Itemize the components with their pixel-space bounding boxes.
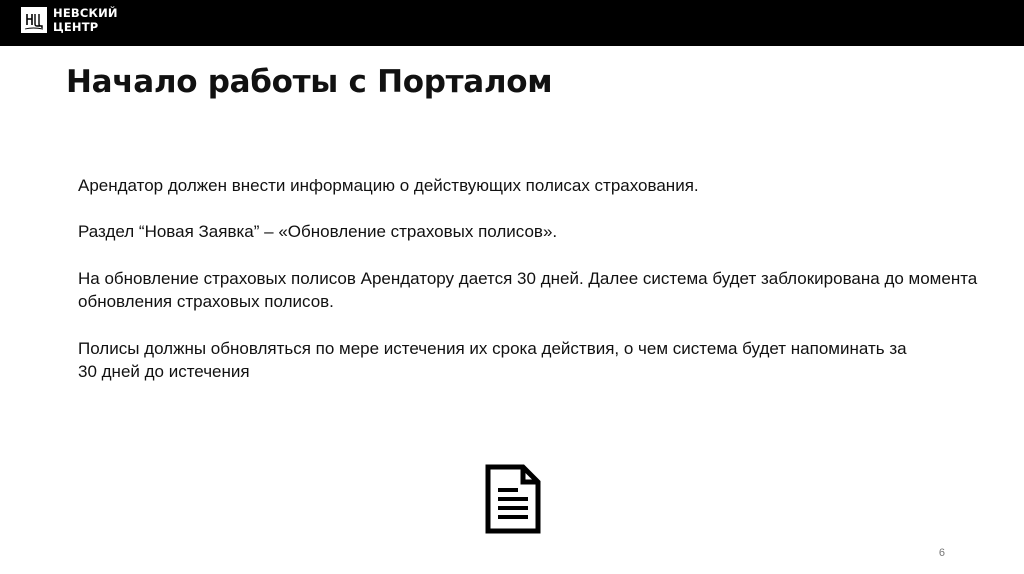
header-bar	[0, 0, 1024, 46]
logo-line-2: ЦЕНТР	[53, 20, 99, 34]
paragraph-4: Полисы должны обновляться по мере истечения их срока действия, о чем система будет напоминать за 30 дней до истечения	[78, 339, 907, 381]
paragraph-1: Арендатор должен внести информацию о действующих полисах страхования.	[78, 176, 699, 195]
logo-line-1: НЕВСКИЙ	[53, 6, 118, 20]
page-title: Начало работы с Порталом	[66, 64, 553, 100]
paragraph-3: На обновление страховых полисов Арендатору дается 30 дней. Далее система будет заблокирована до момента обновления страховых полисов.	[78, 269, 978, 311]
document-icon	[485, 464, 541, 534]
logo-icon	[21, 7, 47, 33]
logo-text	[53, 6, 118, 34]
paragraph-2: Раздел “Новая Заявка” – «Обновление страховых полисов».	[78, 222, 558, 241]
page-number: 6	[938, 547, 945, 559]
